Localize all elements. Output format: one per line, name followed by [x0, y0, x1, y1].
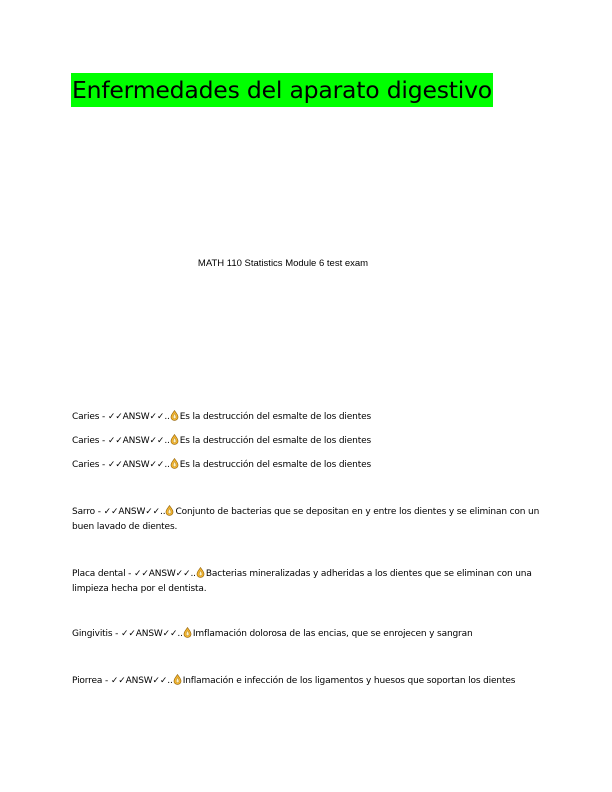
qa-entry-placa-dental — [72, 567, 544, 596]
answer-marker: ✓✓ANSW✓✓.. — [110, 676, 173, 686]
entry-answer: Es la destrucción del esmalte de los dientes — [179, 436, 372, 446]
answer-marker: ✓✓ANSW✓✓.. — [134, 569, 196, 579]
entry-answer: Imflamación dolorosa de las encias, que se enrojecen y sangran — [192, 629, 473, 639]
answer-marker: ✓✓ANSW✓✓.. — [107, 460, 170, 470]
entry-answer: Es la destrucción del esmalte de los dientes — [179, 412, 372, 422]
entry-separator: - — [99, 460, 108, 470]
qa-entry-piorrea — [72, 674, 544, 689]
water-drop-icon — [170, 410, 179, 421]
water-drop-icon — [196, 567, 205, 578]
answer-marker: ✓✓ANSW✓✓.. — [107, 436, 170, 446]
entry-term: Placa dental — [72, 569, 126, 579]
water-drop-icon — [183, 627, 192, 638]
entry-answer: Bacterias mineralizadas y adheridas a los dientes que se eliminan con una limpieza hecha por el dentista. — [72, 569, 532, 594]
entry-separator: - — [125, 569, 134, 579]
qa-entry-caries-3 — [72, 458, 544, 473]
entry-answer: Es la destrucción del esmalte de los dientes — [179, 460, 372, 470]
answer-marker: ✓✓ANSW✓✓.. — [107, 412, 170, 422]
document-subtitle: MATH 110 Statistics Module 6 test exam — [197, 258, 369, 269]
water-drop-icon — [170, 458, 179, 469]
answer-marker: ✓✓ANSW✓✓.. — [103, 507, 166, 517]
entry-separator: - — [95, 507, 104, 517]
entry-term: Caries — [72, 436, 100, 446]
qa-entry-caries-2 — [72, 434, 544, 449]
water-drop-icon — [165, 505, 174, 516]
qa-entry-caries-1 — [72, 410, 544, 425]
answer-marker: ✓✓ANSW✓✓.. — [120, 629, 183, 639]
entry-term: Caries — [72, 460, 100, 470]
entry-term: Piorrea — [72, 676, 103, 686]
document-title: Enfermedades del aparato digestivo — [71, 73, 493, 107]
entry-separator: - — [99, 412, 108, 422]
entry-term: Gingivitis — [72, 629, 113, 639]
entry-separator: - — [112, 629, 121, 639]
entry-separator: - — [99, 436, 108, 446]
qa-entry-sarro — [72, 505, 544, 534]
water-drop-icon — [170, 434, 179, 445]
water-drop-icon — [173, 674, 182, 685]
qa-entry-gingivitis — [72, 627, 544, 642]
entry-term: Caries — [72, 412, 100, 422]
entry-separator: - — [102, 676, 111, 686]
entry-answer: Inflamación e infección de los ligamentos y huesos que soportan los dientes — [182, 676, 516, 686]
entry-term: Sarro — [72, 507, 96, 517]
entry-answer: Conjunto de bacterias que se depositan en y entre los dientes y se eliminan con un buen lavado de dientes. — [72, 507, 540, 532]
